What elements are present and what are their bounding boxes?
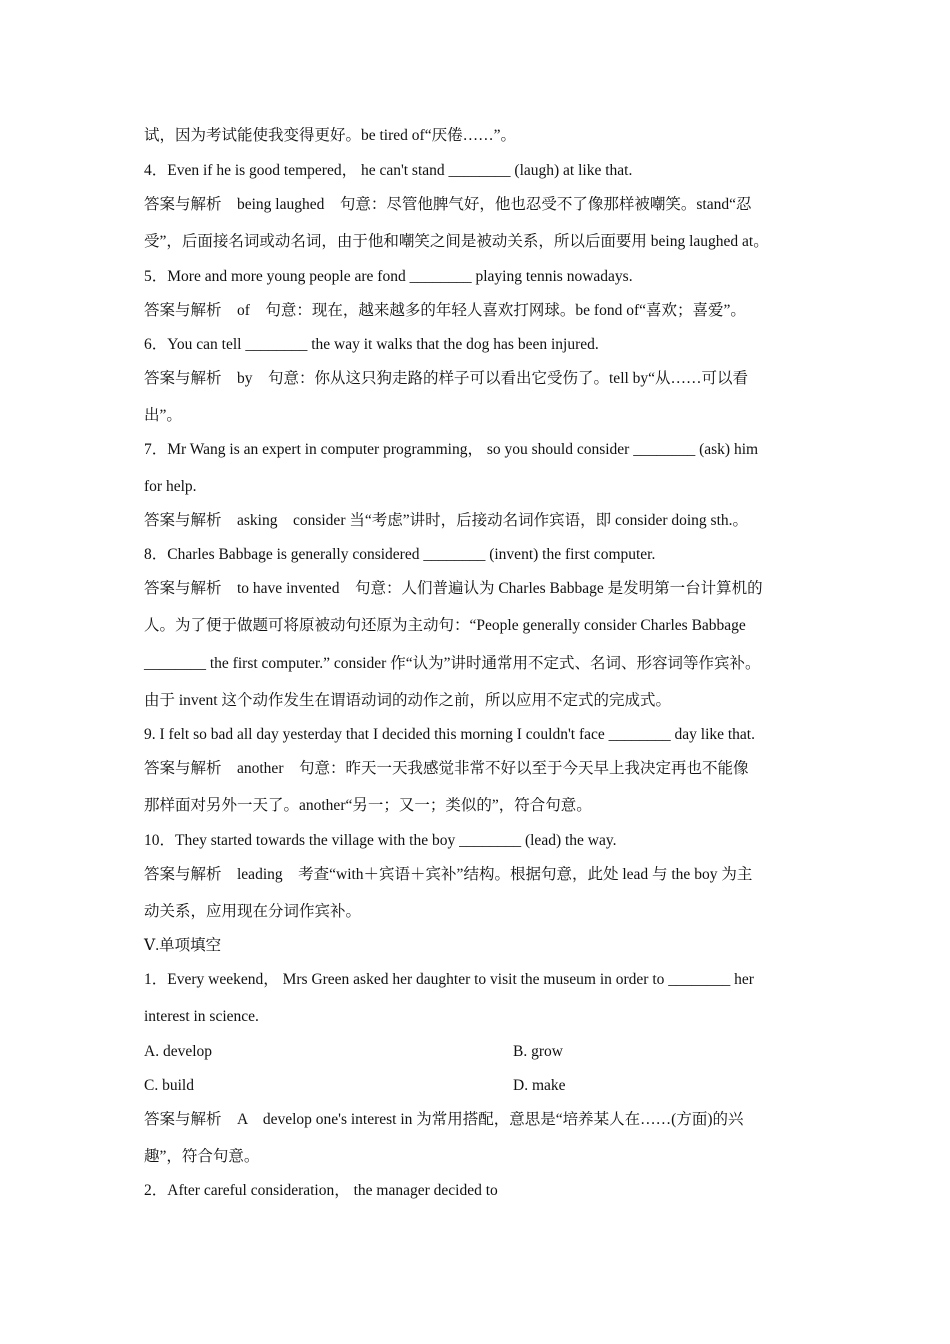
question-4: 4．Even if he is good tempered， he can't stand ________ (laugh) at like that. [144, 162, 633, 179]
answer-4-line-2: 受”，后面接名词或动名词，由于他和嘲笑之间是被动关系，所以后面要用 being laughed at。 [144, 233, 769, 250]
mc-answer-1-line-2: 趣”，符合句意。 [144, 1148, 260, 1165]
option-b: B. grow [513, 1043, 563, 1060]
question-6: 6．You can tell ________ the way it walks that the dog has been injured. [144, 336, 599, 353]
answer-6-line-1: 答案与解析 by 句意：你从这只狗走路的样子可以看出它受伤了。tell by“从……可以看 [144, 370, 749, 387]
answer-8-line-3: ________ the first computer.” consider 作“认为”讲时通常用不定式、名词、形容词等作宾补。 [144, 655, 761, 672]
answer-6-line-2: 出”。 [144, 407, 182, 424]
text-line: 试，因为考试能使我变得更好。be tired of“厌倦……”。 [144, 127, 516, 144]
option-a: A. develop [144, 1043, 213, 1060]
answer-9-line-1: 答案与解析 another 句意：昨天一天我感觉非常不好以至于今天早上我决定再也不能像 [144, 760, 749, 777]
question-7-line-2: for help. [144, 478, 197, 495]
question-7-line-1: 7．Mr Wang is an expert in computer programming， so you should consider ________ (ask) him [144, 441, 759, 458]
option-d: D. make [513, 1077, 566, 1094]
answer-10-line-1: 答案与解析 leading 考查“with＋宾语＋宾补”结构。根据句意，此处 lead 与 the boy 为主 [144, 866, 753, 883]
option-c: C. build [144, 1077, 194, 1094]
answer-10-line-2: 动关系，应用现在分词作宾补。 [144, 903, 362, 920]
answer-5: 答案与解析 of 句意：现在，越来越多的年轻人喜欢打网球。be fond of“喜欢；喜爱”。 [144, 302, 746, 319]
mc-question-1-line-1: 1．Every weekend， Mrs Green asked her daughter to visit the museum in order to ________ her [144, 971, 754, 988]
answer-4-line-1: 答案与解析 being laughed 句意：尽管他脾气好，他也忍受不了像那样被嘲笑。stand“忍 [144, 196, 752, 213]
question-5: 5．More and more young people are fond ________ playing tennis nowadays. [144, 268, 633, 285]
answer-9-line-2: 那样面对另外一天了。another“另一；又一；类似的”，符合句意。 [144, 797, 592, 814]
answer-8-line-4: 由于 invent 这个动作发生在谓语动词的动作之前，所以应用不定式的完成式。 [144, 692, 671, 709]
question-9: 9. I felt so bad all day yesterday that I decided this morning I couldn't face ________ day like that. [144, 726, 755, 743]
mc-question-1-line-2: interest in science. [144, 1008, 259, 1025]
mc-question-2: 2．After careful consideration， the manager decided to [144, 1182, 498, 1199]
answer-8-line-1: 答案与解析 to have invented 句意：人们普遍认为 Charles Babbage 是发明第一台计算机的 [144, 580, 763, 597]
mc-answer-1-line-1: 答案与解析 A develop one's interest in 为常用搭配，意思是“培养某人在……(方面)的兴 [144, 1111, 744, 1128]
answer-8-line-2: 人。为了便于做题可将原被动句还原为主动句：“People generally consider Charles Babbage [144, 617, 746, 634]
answer-7: 答案与解析 asking consider 当“考虑”讲时，后接动名词作宾语，即 consider doing sth.。 [144, 512, 749, 529]
section-heading: Ⅴ.单项填空 [144, 937, 222, 954]
question-10: 10．They started towards the village with the boy ________ (lead) the way. [144, 832, 617, 849]
question-8: 8．Charles Babbage is generally considered ________ (invent) the first computer. [144, 546, 656, 563]
